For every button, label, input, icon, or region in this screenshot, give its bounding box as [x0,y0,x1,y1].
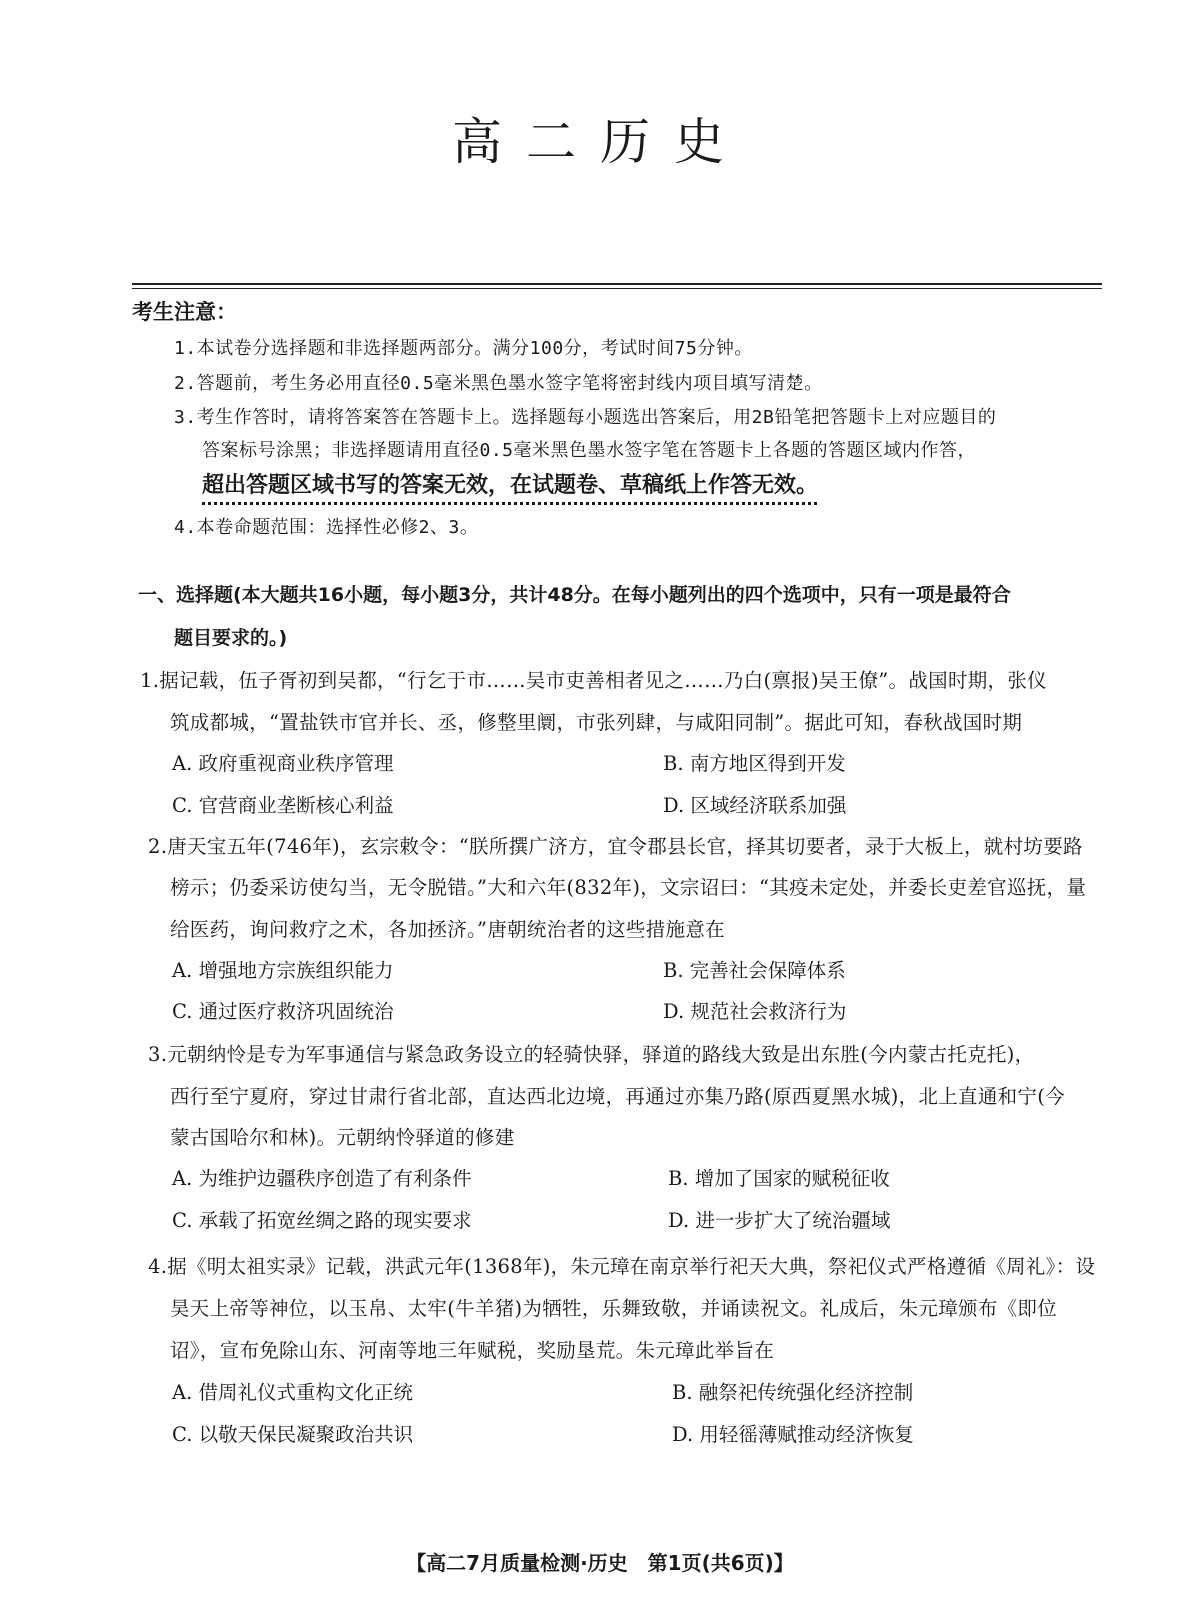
question-4-stem: 昊天上帝等神位，以玉帛、太牢(牛羊猪)为牺牲，乐舞致敬，并诵读祝文。礼成后，朱元璋颁布《即位 [170,1297,1058,1320]
notice-item: 1.本试卷分选择题和非选择题两部分。满分100分，考试时间75分钟。 [174,338,753,359]
question-3-stem: 3.元朝纳怜是专为军事通信与紧急政务设立的轻骑快驿，驿道的路线大致是出东胜(今内蒙古托克托)， [148,1043,1035,1066]
question-3-option-d: D. 进一步扩大了统治疆域 [668,1209,891,1232]
question-1-option-b: B. 南方地区得到开发 [663,752,846,775]
section-heading-cont: 题目要求的。) [174,627,288,649]
question-1-option-a: A. 政府重视商业秩序管理 [172,752,394,775]
question-2-option-a: A. 增强地方宗族组织能力 [172,959,394,982]
question-3-stem: 蒙古国哈尔和林)。元朝纳怜驿道的修建 [170,1126,515,1149]
question-3-option-b: B. 增加了国家的赋税征收 [668,1167,890,1190]
page-title: 高二历史 [452,113,748,171]
header-rule [132,283,1102,285]
question-4-option-c: C. 以敬天保民凝聚政治共识 [172,1423,414,1446]
question-3-option-c: C. 承载了拓宽丝绸之路的现实要求 [172,1209,472,1232]
question-1-option-c: C. 官营商业垄断核心利益 [172,794,394,817]
question-3-option-a: A. 为维护边疆秩序创造了有利条件 [172,1167,472,1190]
page-footer: 【高二7月质量检测·历史 第1页(共6页)】 [406,1551,794,1575]
question-1-stem: 筑成都城，“置盐铁市官并长、丞，修整里阛，市张列肆，与咸阳同制”。据此可知，春秋战国时期 [170,711,1023,734]
question-4-stem: 4.据《明太祖实录》记载，洪武元年(1368年)，朱元璋在南京举行祀天大典，祭祀仪式严格遵循《周礼》：设 [148,1255,1096,1278]
notice-emphasis: 超出答题区域书写的答案无效，在试题卷、草稿纸上作答无效。 [202,473,819,498]
section-heading: 一、选择题(本大题共16小题，每小题3分，共计48分。在每小题列出的四个选项中，只有一项是最符合 [138,584,1011,606]
notice-heading: 考生注意： [132,300,237,324]
notice-item: 4.本卷命题范围：选择性必修2、3。 [174,517,479,538]
question-4-option-a: A. 借周礼仪式重构文化正统 [172,1381,413,1404]
question-2-stem: 2.唐天宝五年(746年)，玄宗敕令：“朕所撰广济方，宜令郡县长官，择其切要者，录于大板上，就村坊要路 [148,835,1083,858]
question-2-stem: 榜示；仍委采访使勾当，无令脱错。”大和六年(832年)，文宗诏曰：“其疫未定处，并委长吏差官巡抚，量 [170,876,1087,899]
question-2-stem: 给医药，询问救疗之术，各加拯济。”唐朝统治者的这些措施意在 [170,918,725,941]
notice-item: 答案标号涂黑；非选择题请用直径0.5毫米黑色墨水签字笔在答题卡上各题的答题区域内作答， [202,440,977,461]
notice-item: 3.考生作答时，请将答案答在答题卡上。选择题每小题选出答案后，用2B铅笔把答题卡上对应题目的 [174,407,997,428]
question-1-stem: 1.据记载，伍子胥初到吴都，“行乞于市……吴市吏善相者见之……乃白(禀报)吴王僚”。战国时期，张仪 [140,669,1047,692]
question-4-stem: 诏》，宣布免除山东、河南等地三年赋税，奖励垦荒。朱元璋此举旨在 [170,1339,775,1362]
notice-item: 2.答题前，考生务必用直径0.5毫米黑色墨水签字笔将密封线内项目填写清楚。 [174,373,823,394]
question-2-option-d: D. 规范社会救济行为 [663,1000,847,1023]
question-2-option-c: C. 通过医疗救济巩固统治 [172,1000,394,1023]
question-2-option-b: B. 完善社会保障体系 [663,959,846,982]
question-4-option-b: B. 融祭祀传统强化经济控制 [672,1381,914,1404]
header-rule-thin [132,288,1102,289]
question-1-option-d: D. 区域经济联系加强 [663,794,847,817]
question-3-stem: 西行至宁夏府，穿过甘肃行省北部，直达西北边境，再通过亦集乃路(原西夏黑水城)，北上直通和宁(今 [170,1085,1065,1108]
question-4-option-d: D. 用轻徭薄赋推动经济恢复 [672,1423,914,1446]
